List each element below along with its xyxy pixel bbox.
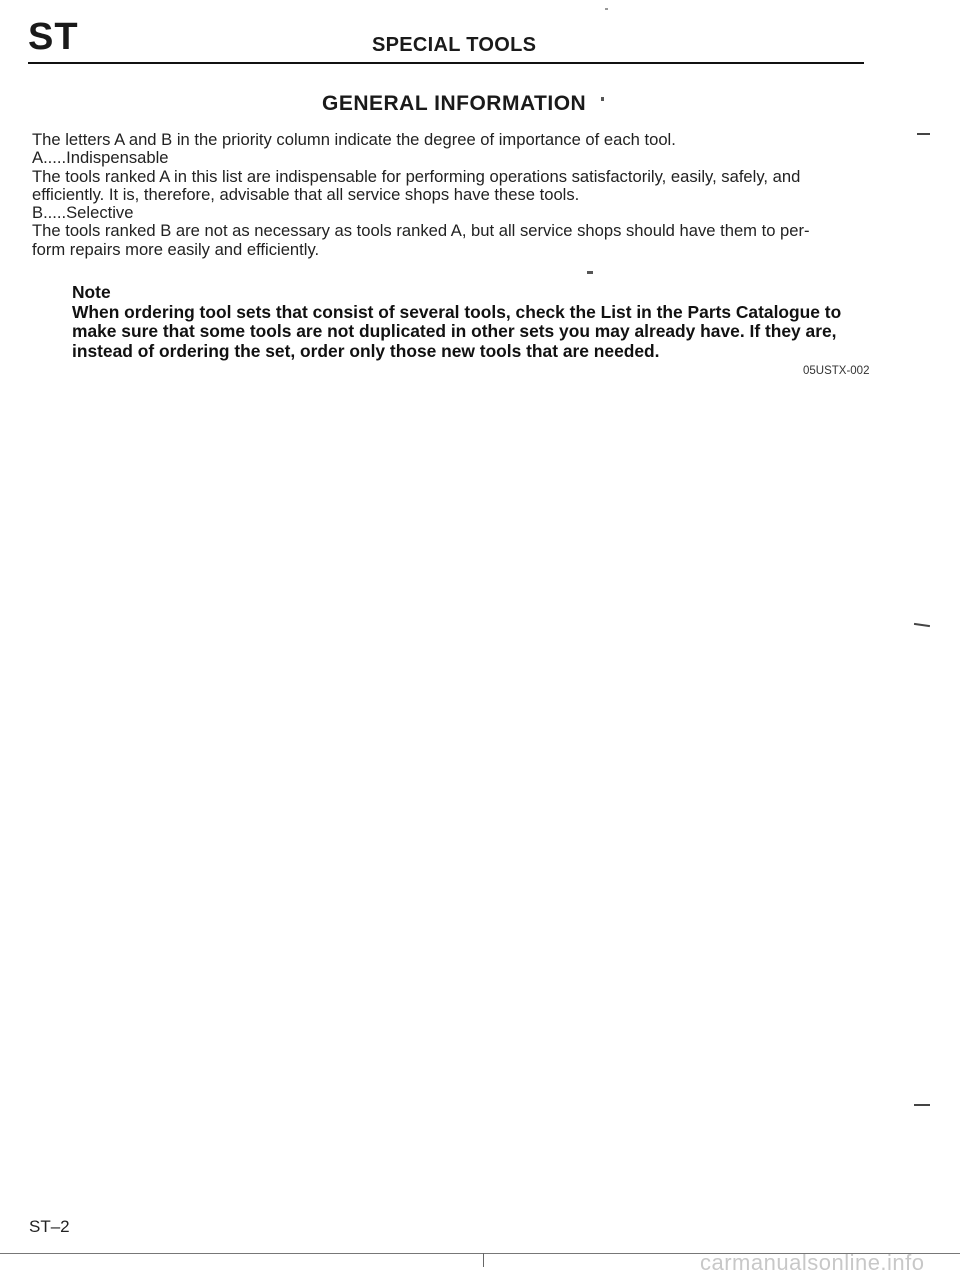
margin-mark <box>917 133 930 135</box>
margin-mark <box>914 1104 930 1106</box>
page-heading: GENERAL INFORMATION <box>322 92 587 115</box>
note-block <box>72 283 872 361</box>
paragraph-line: The letters A and B in the priority column indicate the degree of importance of each tool. <box>32 130 676 149</box>
scan-speck <box>605 8 608 10</box>
paragraph-line: form repairs more easily and efficiently. <box>32 239 320 259</box>
priority-b-label: B.....Selective <box>32 203 134 223</box>
priority-a-label: A.....Indispensable <box>32 148 169 168</box>
reference-code: 05USTX-002 <box>803 365 870 377</box>
paragraph-line: efficiently. It is, therefore, advisable that all service shops have these tools. <box>32 184 580 204</box>
section-title: SPECIAL TOOLS <box>372 34 537 56</box>
note-line: make sure that some tools are not duplicated in other sets you may already have. If they are, <box>72 321 837 341</box>
scan-speck <box>587 271 593 274</box>
margin-mark <box>914 623 930 627</box>
page-number: ST–2 <box>29 1217 70 1236</box>
scan-speck <box>601 97 604 101</box>
note-label: Note <box>72 282 111 302</box>
body-text <box>32 131 868 259</box>
section-code: ST <box>28 16 79 58</box>
paragraph-line: The tools ranked A in this list are indispensable for performing operations satisfactorily, easily, safely, and <box>32 166 801 186</box>
footer-tick <box>483 1253 484 1267</box>
note-line: instead of ordering the set, order only those new tools that are needed. <box>72 340 660 361</box>
note-line: When ordering tool sets that consist of several tools, check the List in the Parts Catalogue to <box>72 301 842 322</box>
paragraph-line: The tools ranked B are not as necessary as tools ranked A, but all service shops should have them to per- <box>32 221 810 241</box>
watermark: carmanualsonline.info <box>700 1250 925 1275</box>
header-rule <box>28 62 864 64</box>
